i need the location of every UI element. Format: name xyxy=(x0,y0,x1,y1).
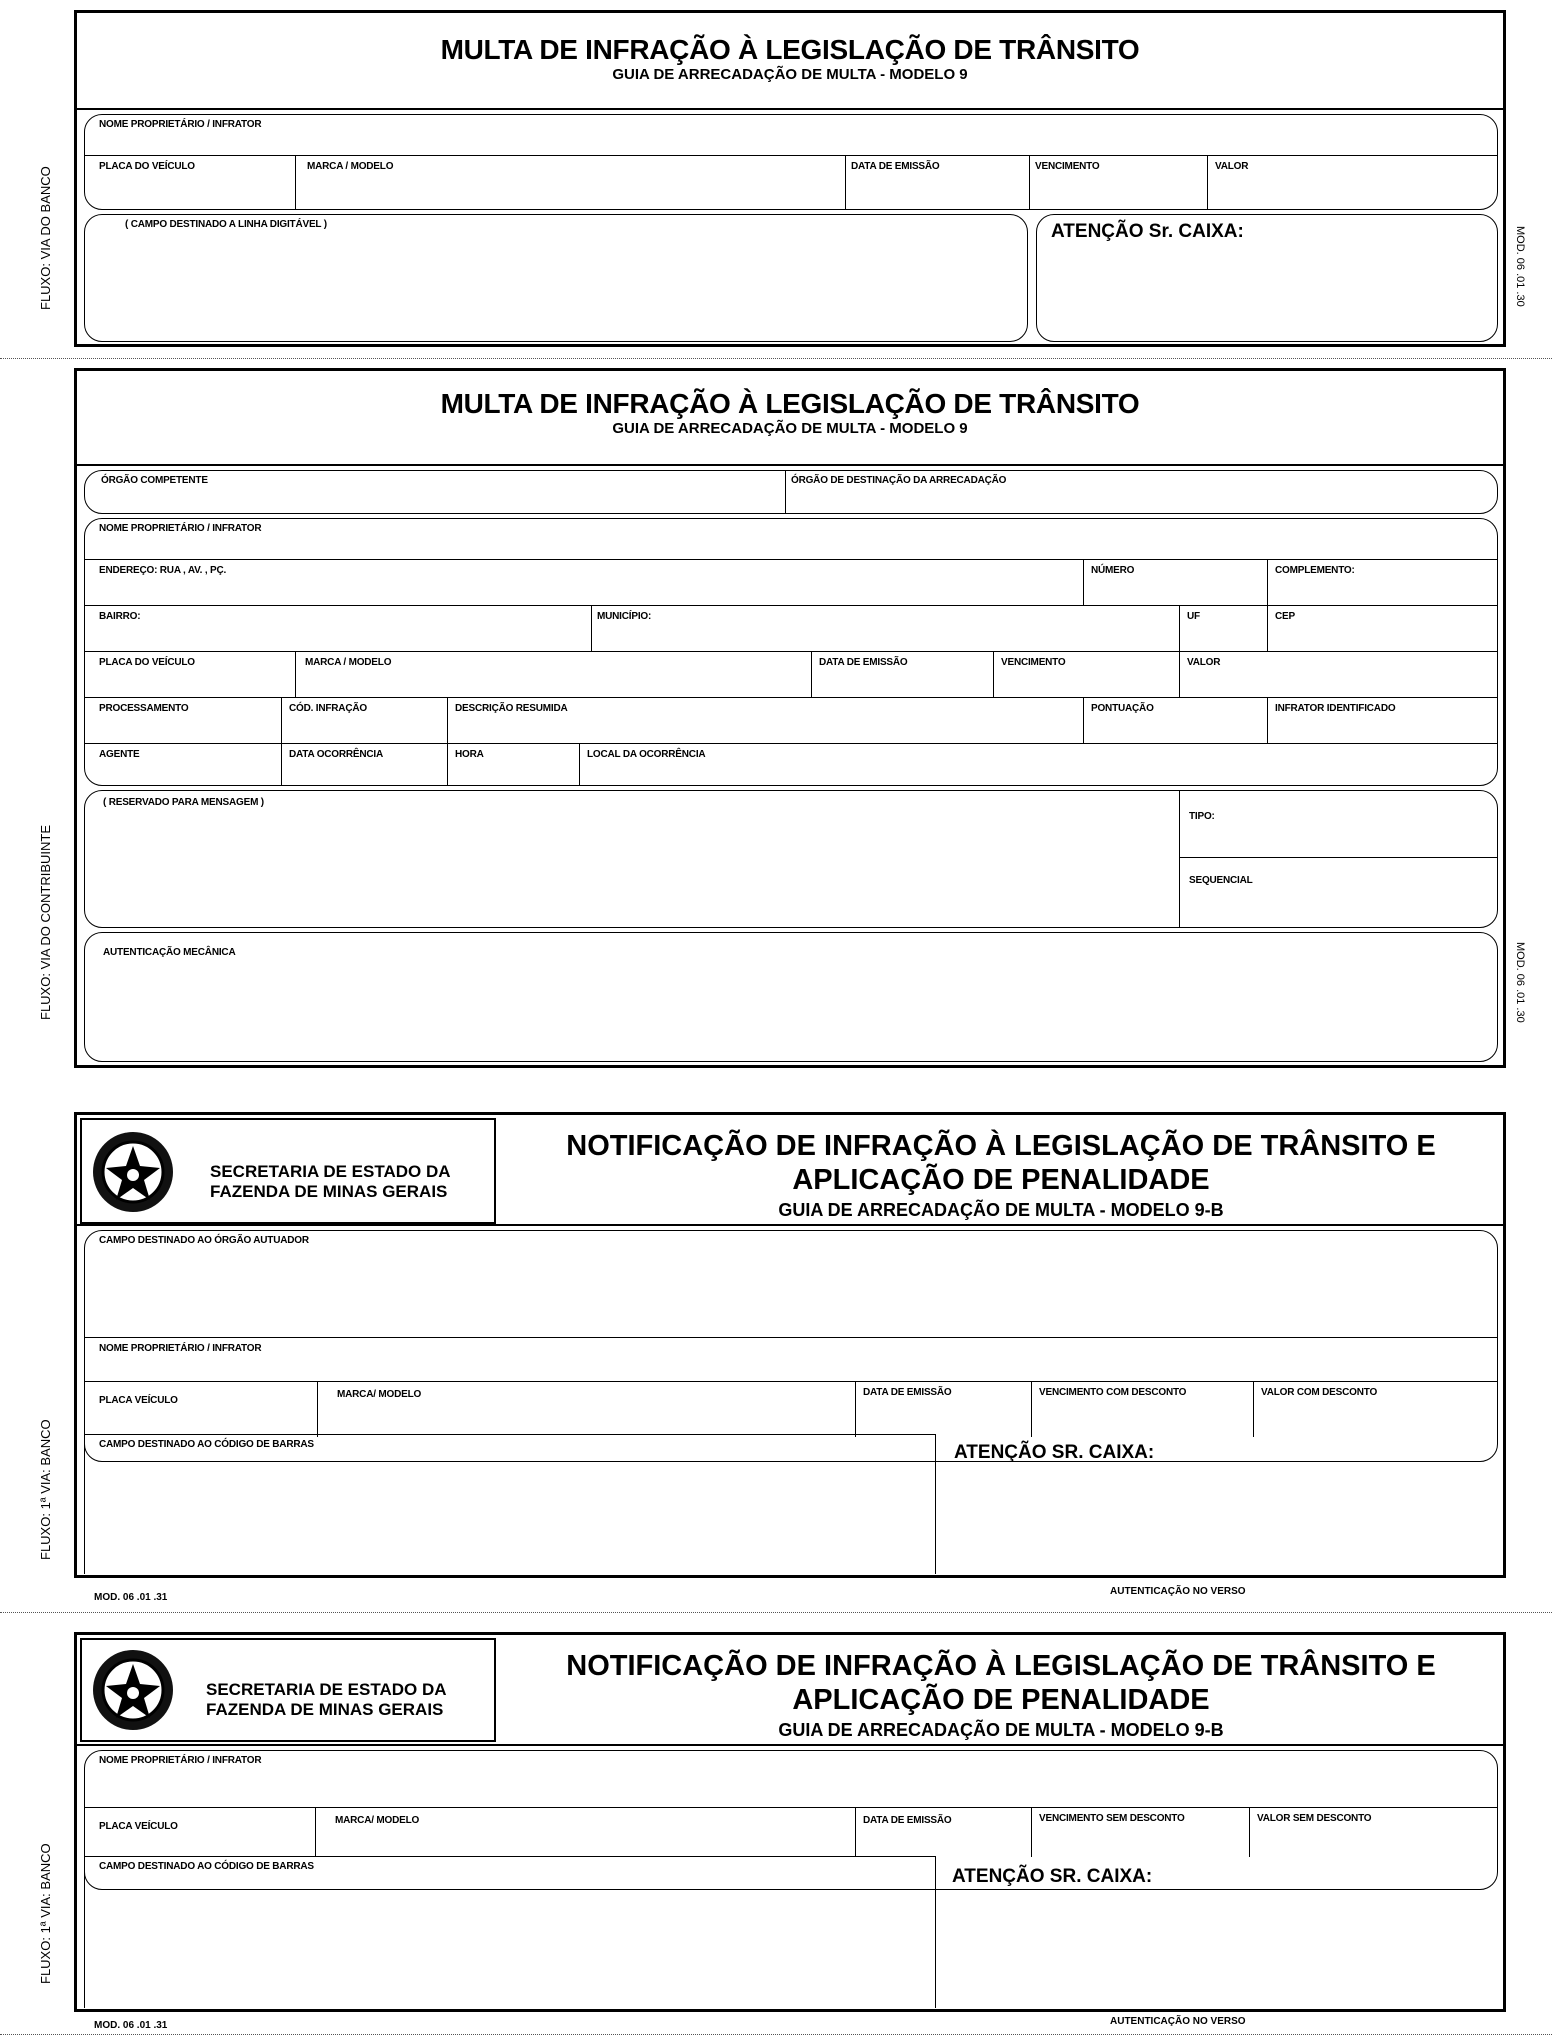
form3-data-emissao-label: DATA DE EMISSÃO xyxy=(863,1387,952,1398)
cut-line-3 xyxy=(0,2034,1552,2035)
form2-orgao-box xyxy=(84,470,1498,514)
form2-mod-code: MOD. 06 .01 .30 xyxy=(1514,942,1526,1023)
form4-side-label: FLUXO: 1ª VIA: BANCO xyxy=(38,1843,53,1984)
form2-cep-label: CEP xyxy=(1275,611,1295,622)
form2-numero-label: NÚMERO xyxy=(1091,565,1135,576)
form4-data-emissao-label: DATA DE EMISSÃO xyxy=(863,1815,952,1826)
form1-atencao-caixa: ATENÇÃO Sr. CAIXA: xyxy=(1051,221,1244,242)
form3-campo-barras-label: CAMPO DESTINADO AO CÓDIGO DE BARRAS xyxy=(99,1439,314,1450)
form2-tipo-label: TIPO: xyxy=(1189,811,1215,822)
form1-valor-label: VALOR xyxy=(1215,161,1249,172)
form1-campo-linha-label: ( CAMPO DESTINADO A LINHA DIGITÁVEL ) xyxy=(125,219,327,230)
form3-barcode-area xyxy=(84,1434,936,1574)
form2-marca-label: MARCA / MODELO xyxy=(305,657,392,668)
form2-hora-label: HORA xyxy=(455,749,484,760)
form3-campo-orgao-label: CAMPO DESTINADO AO ÓRGÃO AUTUADOR xyxy=(99,1235,309,1246)
form2-agente-label: AGENTE xyxy=(99,749,140,760)
form3-vencimento-label: VENCIMENTO COM DESCONTO xyxy=(1039,1387,1187,1398)
form2-autenticacao-label: AUTENTICAÇÃO MECÂNICA xyxy=(103,947,236,958)
form2-vencimento-label: VENCIMENTO xyxy=(1001,657,1066,668)
form2-side-label: FLUXO: VIA DO CONTRIBUINTE xyxy=(38,824,53,1020)
form2-title: MULTA DE INFRAÇÃO À LEGISLAÇÃO DE TRÂNSITO xyxy=(440,388,1140,419)
form1-placa-label: PLACA DO VEÍCULO xyxy=(99,161,195,172)
form2-endereco-label: ENDEREÇO: RUA , AV. , PÇ. xyxy=(99,565,227,576)
form2-descricao-label: DESCRIÇÃO RESUMIDA xyxy=(455,703,568,714)
form2-local-label: LOCAL DA OCORRÊNCIA xyxy=(587,749,706,760)
form2-valor-label: VALOR xyxy=(1187,657,1221,668)
form1-mod-code: MOD. 06 .01 .30 xyxy=(1514,226,1526,307)
form4-valor-label: VALOR SEM DESCONTO xyxy=(1257,1813,1372,1824)
form2-autenticacao-box xyxy=(84,932,1498,1062)
form3-placa-label: PLACA VEÍCULO xyxy=(99,1395,178,1406)
form2-orgao-competente-label: ÓRGÃO COMPETENTE xyxy=(101,475,208,486)
form2-cod-infracao-label: CÓD. INFRAÇÃO xyxy=(289,703,367,714)
form3-atencao-caixa: ATENÇÃO SR. CAIXA: xyxy=(954,1442,1155,1463)
form2-mensagem-box xyxy=(84,790,1498,928)
form4-atencao-caixa: ATENÇÃO SR. CAIXA: xyxy=(952,1866,1153,1887)
form1-side-label: FLUXO: VIA DO BANCO xyxy=(38,166,53,310)
form1-data-emissao-label: DATA DE EMISSÃO xyxy=(851,161,940,172)
form2-bairro-label: BAIRRO: xyxy=(99,611,141,622)
form2-data-emissao-label: DATA DE EMISSÃO xyxy=(819,657,908,668)
form4-title2: APLICAÇÃO DE PENALIDADE xyxy=(792,1684,1210,1716)
form4-vencimento-label: VENCIMENTO SEM DESCONTO xyxy=(1039,1813,1185,1824)
form3-title1: NOTIFICAÇÃO DE INFRAÇÃO À LEGISLAÇÃO DE TRÂNSITO E xyxy=(566,1130,1436,1162)
form3-valor-label: VALOR COM DESCONTO xyxy=(1261,1387,1378,1398)
form2-data-ocorrencia-label: DATA OCORRÊNCIA xyxy=(289,749,384,760)
form1-caixa-box xyxy=(1036,214,1498,342)
form3-autenticacao-label: AUTENTICAÇÃO NO VERSO xyxy=(1110,1586,1246,1597)
form3-org-line2: FAZENDA DE MINAS GERAIS xyxy=(210,1182,448,1201)
form1-nome-label: NOME PROPRIETÁRIO / INFRATOR xyxy=(99,119,262,130)
form4-placa-label: PLACA VEÍCULO xyxy=(99,1821,178,1832)
cut-line-2 xyxy=(0,1612,1552,1613)
form4-nome-label: NOME PROPRIETÁRIO / INFRATOR xyxy=(99,1755,262,1766)
form1-linha-digitavel-box xyxy=(84,214,1028,342)
form2-complemento-label: COMPLEMENTO: xyxy=(1275,565,1355,576)
form2-main-box xyxy=(84,518,1498,786)
form2-placa-label: PLACA DO VEÍCULO xyxy=(99,657,195,668)
form1-title: MULTA DE INFRAÇÃO À LEGISLAÇÃO DE TRÂNSITO xyxy=(440,34,1140,65)
form4-org-line2: FAZENDA DE MINAS GERAIS xyxy=(206,1700,444,1719)
cut-line-1 xyxy=(0,358,1552,359)
form3-org-box xyxy=(80,1118,496,1224)
form4-subtitle: GUIA DE ARRECADAÇÃO DE MULTA - MODELO 9-B xyxy=(778,1720,1224,1740)
form1-vehicle-box xyxy=(84,114,1498,210)
form2-pontuacao-label: PONTUAÇÃO xyxy=(1091,703,1154,714)
form1-subtitle: GUIA DE ARRECADAÇÃO DE MULTA - MODELO 9 xyxy=(612,66,968,83)
form3-marca-label: MARCA/ MODELO xyxy=(337,1389,422,1400)
form2-infrator-identificado-label: INFRATOR IDENTIFICADO xyxy=(1275,703,1396,714)
form1-vencimento-label: VENCIMENTO xyxy=(1035,161,1100,172)
form3-org-line1: SECRETARIA DE ESTADO DA xyxy=(210,1162,451,1181)
form3-subtitle: GUIA DE ARRECADAÇÃO DE MULTA - MODELO 9-B xyxy=(778,1200,1224,1220)
form4-header-divider xyxy=(74,1744,1506,1746)
form2-orgao-destinacao-label: ÓRGÃO DE DESTINAÇÃO DA ARRECADAÇÃO xyxy=(791,475,1007,486)
form3-title2: APLICAÇÃO DE PENALIDADE xyxy=(792,1164,1210,1196)
form2-sequencial-label: SEQUENCIAL xyxy=(1189,875,1253,886)
form1-header-divider xyxy=(74,108,1506,110)
form3-main-box xyxy=(84,1230,1498,1462)
form4-campo-barras-label: CAMPO DESTINADO AO CÓDIGO DE BARRAS xyxy=(99,1861,314,1872)
form2-subtitle: GUIA DE ARRECADAÇÃO DE MULTA - MODELO 9 xyxy=(612,420,968,437)
form3-side-label: FLUXO: 1ª VIA: BANCO xyxy=(38,1419,53,1560)
form2-header-divider xyxy=(74,464,1506,466)
form4-barcode-area xyxy=(84,1856,936,2008)
form3-header-divider xyxy=(74,1224,1506,1226)
form2-processamento-label: PROCESSAMENTO xyxy=(99,703,189,714)
form3-mod-code: MOD. 06 .01 .31 xyxy=(94,1592,168,1603)
minas-gerais-seal-icon xyxy=(88,1128,178,1216)
form4-marca-label: MARCA/ MODELO xyxy=(335,1815,420,1826)
form4-title1: NOTIFICAÇÃO DE INFRAÇÃO À LEGISLAÇÃO DE TRÂNSITO E xyxy=(566,1650,1436,1682)
form1-marca-label: MARCA / MODELO xyxy=(307,161,394,172)
form4-org-line1: SECRETARIA DE ESTADO DA xyxy=(206,1680,447,1699)
form2-nome-label: NOME PROPRIETÁRIO / INFRATOR xyxy=(99,523,262,534)
form3-nome-label: NOME PROPRIETÁRIO / INFRATOR xyxy=(99,1343,262,1354)
form4-autenticacao-label: AUTENTICAÇÃO NO VERSO xyxy=(1110,2016,1246,2027)
form2-uf-label: UF xyxy=(1187,611,1200,622)
form2-municipio-label: MUNICÍPIO: xyxy=(597,611,652,622)
minas-gerais-seal-icon xyxy=(88,1646,178,1734)
form4-mod-code: MOD. 06 .01 .31 xyxy=(94,2020,168,2031)
form4-org-box xyxy=(80,1638,496,1742)
form2-reservado-label: ( RESERVADO PARA MENSAGEM ) xyxy=(103,797,264,808)
